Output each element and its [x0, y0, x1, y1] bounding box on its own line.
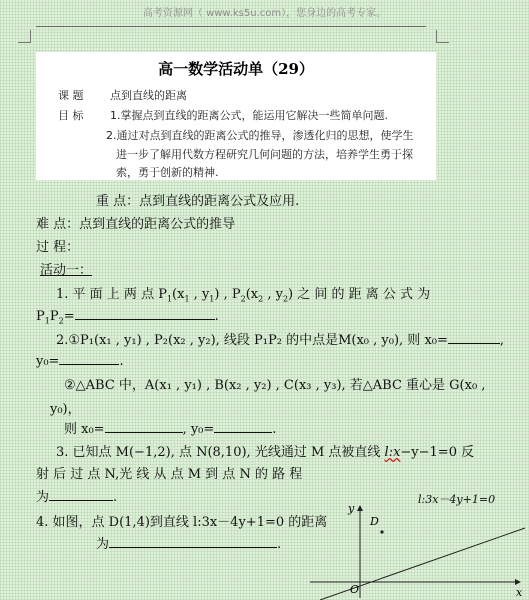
key-point-text: 点到直线的距离公式及应用.	[139, 194, 300, 209]
process-label: 过 程：	[36, 240, 80, 255]
page-title: 高一数学活动单（29）	[158, 60, 314, 78]
q3-text-a: 3. 已知点 M(−1,2), 点 N(8,10), 光线通过 M 点被直线	[56, 445, 385, 460]
question-3-line-2: 射 后 过 点 N,光 线 从 点 M 到 点 N 的 路 程	[36, 467, 303, 482]
q3-period: .	[113, 490, 118, 505]
question-2-line-4: y₀)，	[50, 402, 81, 417]
q2-centroid-x0-blank[interactable]	[105, 420, 183, 433]
coordinate-figure	[300, 500, 529, 600]
q1-p2-label: P	[49, 309, 59, 324]
question-3-line-3	[36, 486, 117, 505]
activity-label	[40, 259, 92, 278]
key-point-label: 重 点：	[96, 194, 140, 209]
figure-line-label: l:3x－4y+1=0	[418, 493, 496, 506]
q1-p2: ) , P	[214, 287, 241, 302]
question-3-line-1	[56, 441, 474, 460]
q3-text-b: −y−1=0 反	[400, 445, 475, 460]
q2-centroid-x0-label: 则 x₀=	[64, 422, 105, 437]
q1-p1-label: P	[36, 309, 45, 324]
difficulty-text: 点到直线的距离公式的推导	[79, 217, 236, 232]
q2-x0-blank[interactable]	[448, 331, 500, 344]
q2-y0-label: y₀=	[36, 354, 60, 369]
question-4-line-2	[96, 533, 281, 552]
q1-p1: (x	[172, 287, 185, 302]
q1-p3: (x	[245, 287, 259, 302]
q3-answer-blank[interactable]	[49, 488, 113, 501]
margin-corner-mark-left	[18, 30, 31, 43]
q4-period: .	[277, 537, 282, 552]
question-2-line-3: ②△ABC 中，A(x₁ , y₁) , B(x₂ , y₂) , C(x₃ , y₃), 若△ABC 重心是 G(x₀ ,	[64, 378, 486, 393]
question-1-line-2: $P_1P_2=$ .	[36, 309, 219, 326]
goal-2-line-1: 2.通过对点到直线的距离公式的推导，渗透化归的思想，使学生	[106, 129, 414, 142]
activity-label-text: 活动一：	[40, 263, 93, 278]
q1-equals: =	[63, 309, 75, 324]
q1-tail: ) 之 间 的 距 离 公 式 为	[288, 287, 431, 302]
goal-label: 目 标	[58, 109, 84, 122]
goal-2-line-2: 进一步了解用代数方程研究几何问题的方法，培养学生勇于探	[116, 148, 413, 161]
goal-1: 1.掌握点到直线的距离公式，能运用它解决一些简单问题.	[110, 109, 388, 122]
x-axis-label: x	[516, 586, 523, 599]
q2-centroid-y0-label: , y₀=	[182, 422, 215, 437]
question-4-line-1: 4. 如图，点 D(1,4)到直线 l:3x－4y+1=0 的距离	[36, 515, 328, 530]
q4-answer-blank[interactable]	[109, 535, 277, 548]
title-box	[36, 52, 436, 180]
q2-line2-end: .	[119, 354, 124, 369]
question-2-line-5	[64, 418, 276, 437]
q1-p4: , y	[263, 287, 283, 302]
question-1-line-1: 1. 平 面 上 两 点 $P_1(x_1$ , $y_1$) , $P_2(x_2$ , $y_2$) 之 间 的 距 离 公 式 为	[56, 287, 431, 304]
page-header: 高考资源网（ www.ks5u.com），您身边的高考专家。	[142, 8, 387, 19]
difficulty-label: 难 点：	[36, 217, 80, 232]
question-2-line-1	[56, 329, 504, 348]
header-rule	[36, 26, 426, 27]
q2-line1-text: 2.①P₁(x₁ , y₁) , P₂(x₂ , y₂), 线段 P₁P₂ 的中点是M(x₀ , y₀), 则 x₀=	[56, 333, 448, 348]
origin-label: O	[350, 583, 360, 596]
question-2-line-2	[36, 352, 124, 369]
q4-prefix: 为	[96, 537, 110, 552]
point-d-label: D	[370, 515, 379, 528]
q2-line1-end: ,	[499, 333, 505, 348]
point-d	[380, 530, 383, 533]
topic-text: 点到直线的距离	[110, 89, 187, 102]
key-point	[96, 190, 299, 209]
q1-answer-blank[interactable]	[75, 307, 215, 320]
q2-line5-end: .	[272, 422, 277, 437]
q2-y0-blank[interactable]	[59, 352, 119, 365]
topic-label: 课 题	[58, 89, 84, 102]
y-axis-label: y	[348, 502, 355, 515]
margin-corner-mark-right	[436, 30, 449, 43]
q1-period: .	[214, 309, 219, 324]
q1-mid: , y	[189, 287, 210, 302]
q2-centroid-y0-blank[interactable]	[214, 420, 272, 433]
q3-line-equation: l:x	[384, 445, 401, 460]
goal-2-line-3: 索，勇于创新的精神.	[116, 166, 219, 179]
difficulty	[36, 213, 235, 232]
q1-text: 1. 平 面 上 两 点 P	[56, 287, 167, 302]
q3-prefix: 为	[36, 490, 50, 505]
